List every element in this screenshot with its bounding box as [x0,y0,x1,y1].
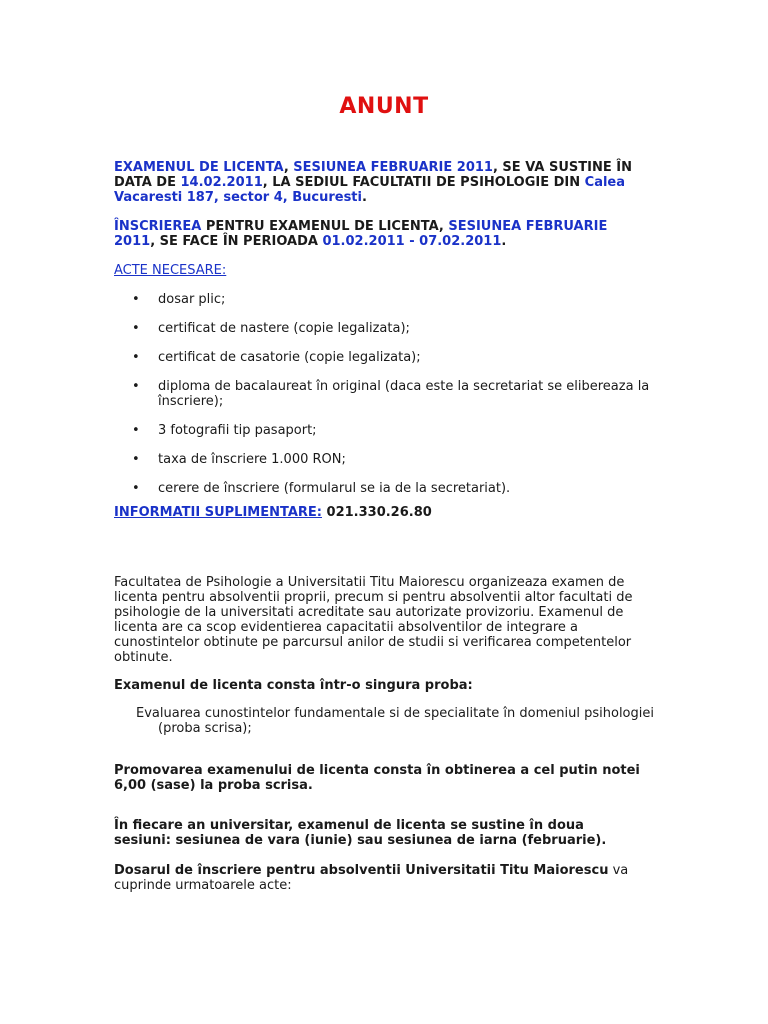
text-fragment: , SE FACE ÎN PERIOADA [150,234,323,249]
proba-item-line: (proba scrisa); [158,721,252,736]
list-item: • certificat de nastere (copie legalizata); [114,321,654,336]
dosar-bold-text: Dosarul de înscriere pentru absolventii Universitatii Titu Maiorescu [114,863,609,878]
list-item: • taxa de înscriere 1.000 RON; [114,452,654,467]
info-line [114,505,644,520]
sesiuni-paragraph: În fiecare an universitar, examenul de licenta se sustine în doua sesiuni: sesiunea de vara (iunie) sau sesiunea de iarna (februarie). [114,818,607,848]
list-item: • diploma de bacalaureat în original (daca este la secretariat se elibereaza la înscriere); [114,379,654,409]
intro-paragraph: Facultatea de Psihologie a Universitatii Titu Maiorescu organizeaza examen de licenta pentru absolventii proprii, precum si pentru absolventii altor facultati de psihologie de la universitati acreditate sau autorizate provizoriu. Examenul de licenta are ca scop evidentierea capacitatii absolventilor de integrare a cunostintelor obtinute pe parcursul anilor de studii si verificarea competentelor obtinute. [114,575,633,665]
registration-period-text: 01.02.2011 - 07.02.2011 [322,234,502,249]
informatii-suplimentare-link[interactable]: INFORMATII SUPLIMENTARE: [114,505,322,520]
text-fragment: , SE VA SUSTINE ÎN DATA DE [114,160,632,190]
list-item: • certificat de casatorie (copie legalizata); [114,350,654,365]
acte-heading[interactable] [114,263,644,278]
text-fragment: , [283,160,294,175]
text-fragment: , LA SEDIUL FACULTATII DE PSIHOLOGIE DIN [262,175,585,190]
text-fragment: PENTRU EXAMENUL DE LICENTA, [201,219,449,234]
proba-item [136,706,656,736]
promovare-paragraph: Promovarea examenului de licenta consta în obtinerea a cel putin notei 6,00 (sase) la proba scrisa. [114,763,640,793]
registration-text: ÎNSCRIEREA [114,219,202,234]
phone-number: 021.330.26.80 [322,505,432,520]
exam-date-paragraph [114,160,644,205]
page-title: ANUNT [339,94,429,119]
exam-date-text: 14.02.2011 [180,175,263,190]
list-item: • dosar plic; [114,292,654,307]
acte-list [114,292,654,510]
list-item: • cerere de înscriere (formularul se ia de la secretariat). [114,481,654,496]
proba-heading: Examenul de licenta consta într-o singura proba: [114,678,473,693]
registration-paragraph [114,219,644,249]
session-text: SESIUNEA FEBRUARIE 2011 [114,219,608,249]
acte-necesare-link[interactable]: ACTE NECESARE: [114,263,227,278]
list-item: • 3 fotografii tip pasaport; [114,423,654,438]
dosar-paragraph [114,863,644,893]
text-fragment: . [501,234,507,249]
address-text: Calea Vacaresti 187, sector 4, Bucuresti [114,175,626,205]
text-fragment: . [361,190,367,205]
proba-item-line: Evaluarea cunostintelor fundamentale si de specialitate în domeniul psihologiei [136,706,654,721]
exam-title-text: EXAMENUL DE LICENTA [114,160,284,175]
dosar-rest-text: va cuprinde urmatoarele acte: [114,863,629,893]
session-text: SESIUNEA FEBRUARIE 2011 [293,160,493,175]
